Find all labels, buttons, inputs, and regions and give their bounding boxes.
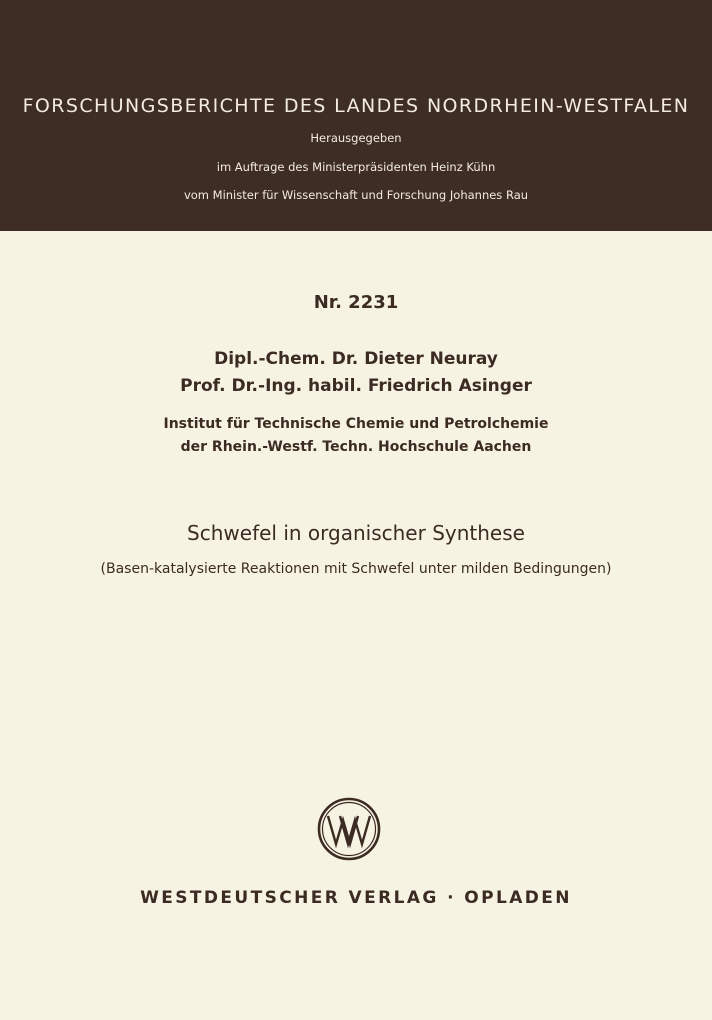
series-title: FORSCHUNGSBERICHTE DES LANDES NORDRHEIN-WESTFALEN [22,95,690,117]
author-neuray: Dipl.-Chem. Dr. Dieter Neuray [214,349,498,369]
commission-line: im Auftrage des Ministerpräsidenten Heinz Kühn [216,160,496,174]
westdeutscher-verlag-ww-logo-icon [316,796,382,862]
header-band [0,0,712,231]
book-subtitle: (Basen-katalysierte Reaktionen mit Schwefel unter milden Bedingungen) [100,561,612,577]
author-asinger: Prof. Dr.-Ing. habil. Friedrich Asinger [180,376,532,396]
institute-line-2: der Rhein.-Westf. Techn. Hochschule Aachen [180,439,532,455]
report-number: Nr. 2231 [313,292,399,313]
editor-line: Herausgegeben [310,131,402,145]
institute-line-1: Institut für Technische Chemie und Petrolchemie [163,416,549,432]
publisher: WESTDEUTSCHER VERLAG · OPLADEN [140,888,572,908]
book-title: Schwefel in organischer Synthese [187,521,525,545]
minister-line: vom Minister für Wissenschaft und Forschung Johannes Rau [183,188,529,202]
